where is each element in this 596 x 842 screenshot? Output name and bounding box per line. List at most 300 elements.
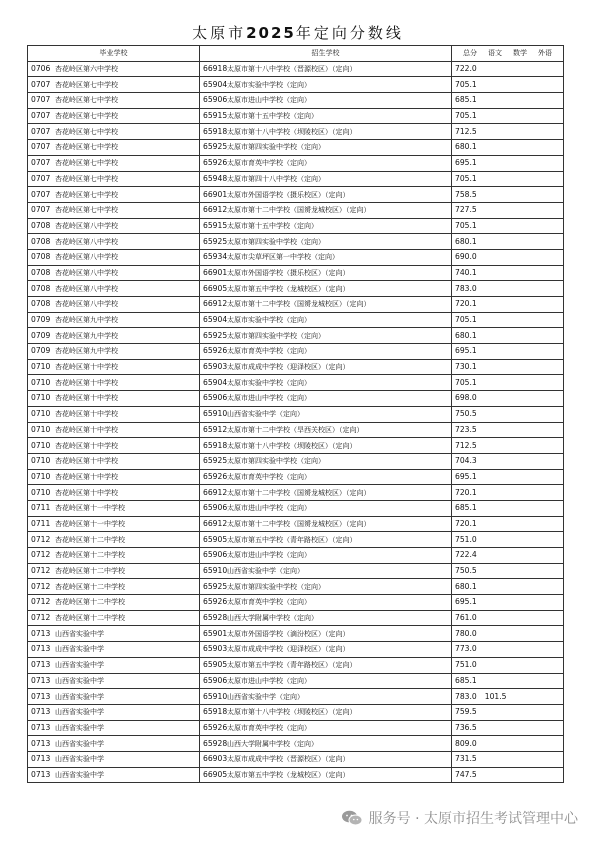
- total-score: 723.5: [455, 424, 477, 434]
- enroll-school-code: 66901: [203, 267, 228, 277]
- enroll-school-name: 太原市实验中学校（定向）: [227, 378, 311, 387]
- enroll-school-name: 太原市第十五中学校（定向）: [227, 221, 318, 230]
- table-row: [28, 657, 564, 673]
- grad-school-cell: [28, 516, 200, 532]
- enroll-school-cell: [200, 77, 452, 93]
- grad-school-name: 山西省实验中学: [55, 692, 104, 701]
- chinese-score: 101.5: [484, 691, 507, 701]
- enroll-school-code: 65910: [203, 566, 228, 576]
- total-score: 720.1: [455, 518, 477, 528]
- enroll-school-code: 65934: [203, 252, 228, 262]
- score-cell: [452, 77, 564, 93]
- total-score: 780.0: [455, 628, 477, 638]
- enroll-school-code: 65904: [203, 79, 228, 89]
- total-score: 685.1: [455, 503, 477, 513]
- total-score: 712.5: [455, 440, 477, 450]
- table-row: [28, 626, 564, 642]
- enroll-school-name: 太原市进山中学校（定向）: [227, 96, 311, 105]
- grad-school-code: 0713: [31, 769, 51, 779]
- header-chinese: 语文: [488, 49, 502, 58]
- total-score: 695.1: [455, 346, 477, 356]
- grad-school-name: 杏花岭区第八中学校: [55, 300, 118, 309]
- grad-school-cell: [28, 187, 200, 203]
- total-score: 731.5: [455, 754, 477, 764]
- grad-school-code: 0710: [31, 424, 51, 434]
- grad-school-cell: [28, 689, 200, 705]
- grad-school-cell: [28, 500, 200, 516]
- grad-school-cell: [28, 108, 200, 124]
- enroll-school-name: 太原市第四实验中学校（定向）: [227, 582, 325, 591]
- grad-school-code: 0713: [31, 675, 51, 685]
- score-cell: [452, 422, 564, 438]
- grad-school-name: 杏花岭区第七中学校: [55, 206, 118, 215]
- grad-school-code: 0710: [31, 456, 51, 466]
- grad-school-code: 0709: [31, 330, 51, 340]
- grad-school-code: 0710: [31, 377, 51, 387]
- grad-school-name: 杏花岭区第七中学校: [55, 112, 118, 121]
- score-cell: [452, 767, 564, 783]
- score-cell: [452, 234, 564, 250]
- enroll-school-name: 山西省实验中学（定向）: [227, 567, 304, 576]
- enroll-school-code: 66912: [203, 487, 228, 497]
- table-row: [28, 453, 564, 469]
- enroll-school-name: 太原市第十八中学校（坝陵校区）（定向）: [227, 708, 357, 717]
- grad-school-cell: [28, 485, 200, 501]
- enroll-school-cell: [200, 563, 452, 579]
- table-row: [28, 736, 564, 752]
- table-row: [28, 312, 564, 328]
- enroll-school-name: 山西省实验中学（定向）: [227, 410, 304, 419]
- enroll-school-cell: [200, 595, 452, 611]
- table-row: [28, 234, 564, 250]
- enroll-school-code: 65910: [203, 409, 228, 419]
- total-score: 773.0: [455, 644, 477, 654]
- score-cell: [452, 438, 564, 454]
- table-row: [28, 391, 564, 407]
- grad-school-cell: [28, 140, 200, 156]
- enroll-school-name: 太原市实验中学校（定向）: [227, 80, 311, 89]
- grad-school-name: 杏花岭区第七中学校: [55, 127, 118, 136]
- grad-school-name: 山西省实验中学: [55, 739, 104, 748]
- table-body: [28, 61, 564, 783]
- total-score: 704.3: [455, 456, 477, 466]
- enroll-school-code: 66905: [203, 283, 228, 293]
- score-cell: [452, 610, 564, 626]
- table-row: [28, 767, 564, 783]
- enroll-school-cell: [200, 297, 452, 313]
- enroll-school-code: 65925: [203, 456, 228, 466]
- total-score: 720.1: [455, 487, 477, 497]
- enroll-school-cell: [200, 453, 452, 469]
- grad-school-code: 0707: [31, 126, 51, 136]
- grad-school-name: 杏花岭区第九中学校: [55, 316, 118, 325]
- grad-school-name: 山西省实验中学: [55, 661, 104, 670]
- score-cell: [452, 689, 564, 705]
- table-row: [28, 673, 564, 689]
- grad-school-code: 0710: [31, 393, 51, 403]
- grad-school-name: 山西省实验中学: [55, 723, 104, 732]
- grad-school-code: 0713: [31, 660, 51, 670]
- table-row: [28, 108, 564, 124]
- enroll-school-name: 太原市进山中学校（定向）: [227, 504, 311, 513]
- score-cell: [452, 453, 564, 469]
- enroll-school-code: 65918: [203, 707, 228, 717]
- enroll-school-name: 太原市第四实验中学校（定向）: [227, 457, 325, 466]
- grad-school-code: 0710: [31, 362, 51, 372]
- enroll-school-code: 65915: [203, 220, 228, 230]
- enroll-school-name: 太原市成成中学校（迎泽校区）（定向）: [227, 645, 350, 654]
- enroll-school-cell: [200, 265, 452, 281]
- table-row: [28, 344, 564, 360]
- grad-school-cell: [28, 155, 200, 171]
- grad-school-name: 杏花岭区第八中学校: [55, 253, 118, 262]
- enroll-school-cell: [200, 61, 452, 77]
- enroll-school-cell: [200, 548, 452, 564]
- enroll-school-cell: [200, 657, 452, 673]
- grad-school-cell: [28, 751, 200, 767]
- enroll-school-code: 65910: [203, 691, 228, 701]
- score-cell: [452, 171, 564, 187]
- score-cell: [452, 61, 564, 77]
- grad-school-code: 0708: [31, 236, 51, 246]
- enroll-school-code: 65918: [203, 440, 228, 450]
- grad-school-name: 杏花岭区第九中学校: [55, 331, 118, 340]
- grad-school-code: 0708: [31, 267, 51, 277]
- enroll-school-name: 太原市第五中学校（龙城校区）（定向）: [227, 770, 350, 779]
- grad-school-code: 0710: [31, 409, 51, 419]
- table-row: [28, 297, 564, 313]
- enroll-school-name: 太原市成成中学校（晋源校区）（定向）: [227, 755, 350, 764]
- score-cell: [452, 359, 564, 375]
- table-row: [28, 171, 564, 187]
- enroll-school-code: 65903: [203, 644, 228, 654]
- watermark-text: 服务号 · 太原市招生考试管理中心: [368, 811, 578, 827]
- enroll-school-code: 65906: [203, 393, 228, 403]
- total-score: 695.1: [455, 471, 477, 481]
- enroll-school-code: 65948: [203, 173, 228, 183]
- wechat-icon: [341, 810, 363, 826]
- table-row: [28, 359, 564, 375]
- page-title: 太原市2025年定向分数线: [192, 24, 404, 42]
- total-score: 783.0: [455, 691, 477, 701]
- grad-school-code: 0707: [31, 142, 51, 152]
- grad-school-code: 0712: [31, 566, 51, 576]
- grad-school-code: 0713: [31, 644, 51, 654]
- grad-school-cell: [28, 736, 200, 752]
- grad-school-cell: [28, 422, 200, 438]
- grad-school-name: 杏花岭区第七中学校: [55, 174, 118, 183]
- enroll-school-cell: [200, 171, 452, 187]
- enroll-school-name: 太原市第十二中学校（国赟龙城校区）（定向）: [227, 206, 371, 215]
- enroll-school-cell: [200, 422, 452, 438]
- grad-school-name: 杏花岭区第九中学校: [55, 347, 118, 356]
- enroll-school-cell: [200, 704, 452, 720]
- grad-school-cell: [28, 532, 200, 548]
- total-score: 705.1: [455, 79, 477, 89]
- grad-school-cell: [28, 673, 200, 689]
- grad-school-cell: [28, 281, 200, 297]
- enroll-school-code: 66901: [203, 189, 228, 199]
- header-math: 数学: [513, 49, 527, 58]
- table-row: [28, 93, 564, 109]
- enroll-school-name: 太原市育英中学校（定向）: [227, 723, 311, 732]
- score-cell: [452, 485, 564, 501]
- enroll-school-code: 65926: [203, 346, 228, 356]
- grad-school-name: 杏花岭区第七中学校: [55, 80, 118, 89]
- grad-school-code: 0709: [31, 315, 51, 325]
- grad-school-code: 0706: [31, 64, 51, 74]
- enroll-school-cell: [200, 438, 452, 454]
- grad-school-name: 杏花岭区第十中学校: [55, 441, 118, 450]
- total-score: 759.5: [455, 707, 477, 717]
- table-row: [28, 124, 564, 140]
- enroll-school-cell: [200, 532, 452, 548]
- table-row: [28, 155, 564, 171]
- enroll-school-name: 太原市第五中学校（青年路校区）（定向）: [227, 535, 357, 544]
- total-score: 712.5: [455, 126, 477, 136]
- enroll-school-name: 太原市进山中学校（定向）: [227, 551, 311, 560]
- table-row: [28, 751, 564, 767]
- enroll-school-cell: [200, 375, 452, 391]
- score-cell: [452, 344, 564, 360]
- enroll-school-code: 65901: [203, 628, 228, 638]
- enroll-school-code: 65905: [203, 534, 228, 544]
- grad-school-code: 0707: [31, 189, 51, 199]
- score-cell: [452, 595, 564, 611]
- table-row: [28, 438, 564, 454]
- enroll-school-code: 65926: [203, 158, 228, 168]
- enroll-school-cell: [200, 281, 452, 297]
- enroll-school-cell: [200, 328, 452, 344]
- score-cell: [452, 155, 564, 171]
- grad-school-code: 0713: [31, 628, 51, 638]
- grad-school-cell: [28, 218, 200, 234]
- enroll-school-name: 太原市第十五中学校（定向）: [227, 112, 318, 121]
- header-enroll-school: 招生学校: [200, 46, 452, 62]
- enroll-school-cell: [200, 234, 452, 250]
- grad-school-code: 0712: [31, 534, 51, 544]
- enroll-school-code: 65903: [203, 362, 228, 372]
- grad-school-name: 杏花岭区第七中学校: [55, 159, 118, 168]
- enroll-school-cell: [200, 720, 452, 736]
- grad-school-name: 杏花岭区第七中学校: [55, 143, 118, 152]
- enroll-school-cell: [200, 751, 452, 767]
- enroll-school-code: 65904: [203, 315, 228, 325]
- total-score: 705.1: [455, 173, 477, 183]
- total-score: 722.4: [455, 550, 477, 560]
- total-score: 809.0: [455, 738, 477, 748]
- total-score: 730.1: [455, 362, 477, 372]
- grad-school-name: 杏花岭区第十中学校: [55, 363, 118, 372]
- grad-school-cell: [28, 359, 200, 375]
- score-table: [27, 45, 564, 783]
- enroll-school-cell: [200, 767, 452, 783]
- grad-school-cell: [28, 391, 200, 407]
- table-row: [28, 548, 564, 564]
- score-cell: [452, 751, 564, 767]
- grad-school-code: 0709: [31, 346, 51, 356]
- enroll-school-name: 山西大学附属中学校（定向）: [227, 739, 318, 748]
- total-score: 727.5: [455, 205, 477, 215]
- enroll-school-code: 65912: [203, 424, 228, 434]
- enroll-school-code: 65928: [203, 738, 228, 748]
- total-score: 705.1: [455, 315, 477, 325]
- grad-school-code: 0712: [31, 613, 51, 623]
- table-row: [28, 563, 564, 579]
- score-cell: [452, 548, 564, 564]
- score-cell: [452, 265, 564, 281]
- total-score: 740.1: [455, 267, 477, 277]
- grad-school-code: 0712: [31, 550, 51, 560]
- score-cell: [452, 579, 564, 595]
- grad-school-name: 杏花岭区第十二中学校: [55, 614, 125, 623]
- enroll-school-name: 太原市育英中学校（定向）: [227, 598, 311, 607]
- grad-school-name: 杏花岭区第八中学校: [55, 284, 118, 293]
- grad-school-cell: [28, 312, 200, 328]
- enroll-school-code: 65918: [203, 126, 228, 136]
- enroll-school-name: 太原市第五中学校（龙城校区）（定向）: [227, 284, 350, 293]
- grad-school-cell: [28, 249, 200, 265]
- total-score: 680.1: [455, 236, 477, 246]
- enroll-school-code: 65925: [203, 330, 228, 340]
- grad-school-name: 山西省实验中学: [55, 676, 104, 685]
- enroll-school-name: 太原市进山中学校（定向）: [227, 394, 311, 403]
- score-cell: [452, 469, 564, 485]
- enroll-school-code: 66912: [203, 205, 228, 215]
- enroll-school-cell: [200, 202, 452, 218]
- grad-school-cell: [28, 720, 200, 736]
- enroll-school-name: 太原市育英中学校（定向）: [227, 472, 311, 481]
- enroll-school-code: 66905: [203, 769, 228, 779]
- table-row: [28, 202, 564, 218]
- total-score: 695.1: [455, 158, 477, 168]
- table-row: [28, 642, 564, 658]
- total-score: 685.1: [455, 95, 477, 105]
- enroll-school-name: 太原市外国语学校（摄乐校区）（定向）: [227, 268, 350, 277]
- table-header-row: [28, 46, 564, 62]
- enroll-school-name: 太原市成成中学校（迎泽校区）（定向）: [227, 363, 350, 372]
- table-row: [28, 187, 564, 203]
- grad-school-name: 杏花岭区第十二中学校: [55, 567, 125, 576]
- enroll-school-cell: [200, 736, 452, 752]
- score-cell: [452, 391, 564, 407]
- grad-school-name: 杏花岭区第八中学校: [55, 268, 118, 277]
- score-cell: [452, 108, 564, 124]
- enroll-school-cell: [200, 187, 452, 203]
- grad-school-cell: [28, 704, 200, 720]
- enroll-school-cell: [200, 218, 452, 234]
- total-score: 750.5: [455, 566, 477, 576]
- enroll-school-cell: [200, 391, 452, 407]
- enroll-school-name: 太原市第十八中学校（晋源校区）（定向）: [227, 65, 357, 74]
- score-cell: [452, 140, 564, 156]
- grad-school-code: 0713: [31, 691, 51, 701]
- total-score: 680.1: [455, 142, 477, 152]
- table-row: [28, 375, 564, 391]
- grad-school-cell: [28, 328, 200, 344]
- enroll-school-cell: [200, 469, 452, 485]
- score-cell: [452, 281, 564, 297]
- table-row: [28, 500, 564, 516]
- enroll-school-name: 太原市外国语学校（摄乐校区）（定向）: [227, 190, 350, 199]
- header-grad-school: 毕业学校: [28, 46, 200, 62]
- score-cell: [452, 375, 564, 391]
- grad-school-code: 0708: [31, 283, 51, 293]
- enroll-school-name: 山西省实验中学（定向）: [227, 692, 304, 701]
- enroll-school-name: 太原市第四十八中学校（定向）: [227, 174, 325, 183]
- enroll-school-name: 太原市第十二中学校（旱西关校区）（定向）: [227, 425, 364, 434]
- enroll-school-cell: [200, 406, 452, 422]
- enroll-school-name: 太原市第四实验中学校（定向）: [227, 331, 325, 340]
- score-cell: [452, 297, 564, 313]
- table-row: [28, 406, 564, 422]
- enroll-school-name: 太原市第五中学校（青年路校区）（定向）: [227, 661, 357, 670]
- watermark: [341, 808, 578, 828]
- enroll-school-code: 65906: [203, 95, 228, 105]
- total-score: 751.0: [455, 534, 477, 544]
- total-score: 685.1: [455, 675, 477, 685]
- grad-school-name: 山西省实验中学: [55, 708, 104, 717]
- total-score: 705.1: [455, 220, 477, 230]
- score-cell: [452, 516, 564, 532]
- grad-school-name: 杏花岭区第六中学校: [55, 65, 118, 74]
- enroll-school-name: 太原市进山中学校（定向）: [227, 676, 311, 685]
- enroll-school-code: 66912: [203, 299, 228, 309]
- grad-school-code: 0708: [31, 299, 51, 309]
- grad-school-name: 杏花岭区第十一中学校: [55, 504, 125, 513]
- grad-school-code: 0708: [31, 252, 51, 262]
- table-row: [28, 249, 564, 265]
- enroll-school-cell: [200, 673, 452, 689]
- grad-school-name: 杏花岭区第七中学校: [55, 96, 118, 105]
- header-foreign: 外语: [538, 49, 552, 58]
- enroll-school-name: 太原市第十八中学校（坝陵校区）（定向）: [227, 127, 357, 136]
- table-row: [28, 422, 564, 438]
- table-row: [28, 485, 564, 501]
- grad-school-code: 0707: [31, 95, 51, 105]
- enroll-school-name: 太原市育英中学校（定向）: [227, 159, 311, 168]
- grad-school-cell: [28, 626, 200, 642]
- grad-school-name: 杏花岭区第十中学校: [55, 457, 118, 466]
- grad-school-cell: [28, 93, 200, 109]
- score-cell: [452, 532, 564, 548]
- grad-school-cell: [28, 438, 200, 454]
- enroll-school-code: 65915: [203, 111, 228, 121]
- enroll-school-code: 66903: [203, 754, 228, 764]
- grad-school-name: 杏花岭区第十二中学校: [55, 582, 125, 591]
- grad-school-code: 0707: [31, 205, 51, 215]
- score-cell: [452, 626, 564, 642]
- score-cell: [452, 720, 564, 736]
- total-score: 680.1: [455, 581, 477, 591]
- score-cell: [452, 93, 564, 109]
- grad-school-cell: [28, 406, 200, 422]
- grad-school-cell: [28, 642, 200, 658]
- enroll-school-cell: [200, 485, 452, 501]
- grad-school-name: 杏花岭区第十二中学校: [55, 598, 125, 607]
- grad-school-cell: [28, 548, 200, 564]
- grad-school-cell: [28, 767, 200, 783]
- total-score: 680.1: [455, 330, 477, 340]
- score-cell: [452, 736, 564, 752]
- table-row: [28, 595, 564, 611]
- table-row: [28, 140, 564, 156]
- grad-school-name: 杏花岭区第十二中学校: [55, 535, 125, 544]
- grad-school-cell: [28, 297, 200, 313]
- enroll-school-code: 65906: [203, 675, 228, 685]
- grad-school-name: 杏花岭区第八中学校: [55, 221, 118, 230]
- grad-school-name: 杏花岭区第十中学校: [55, 394, 118, 403]
